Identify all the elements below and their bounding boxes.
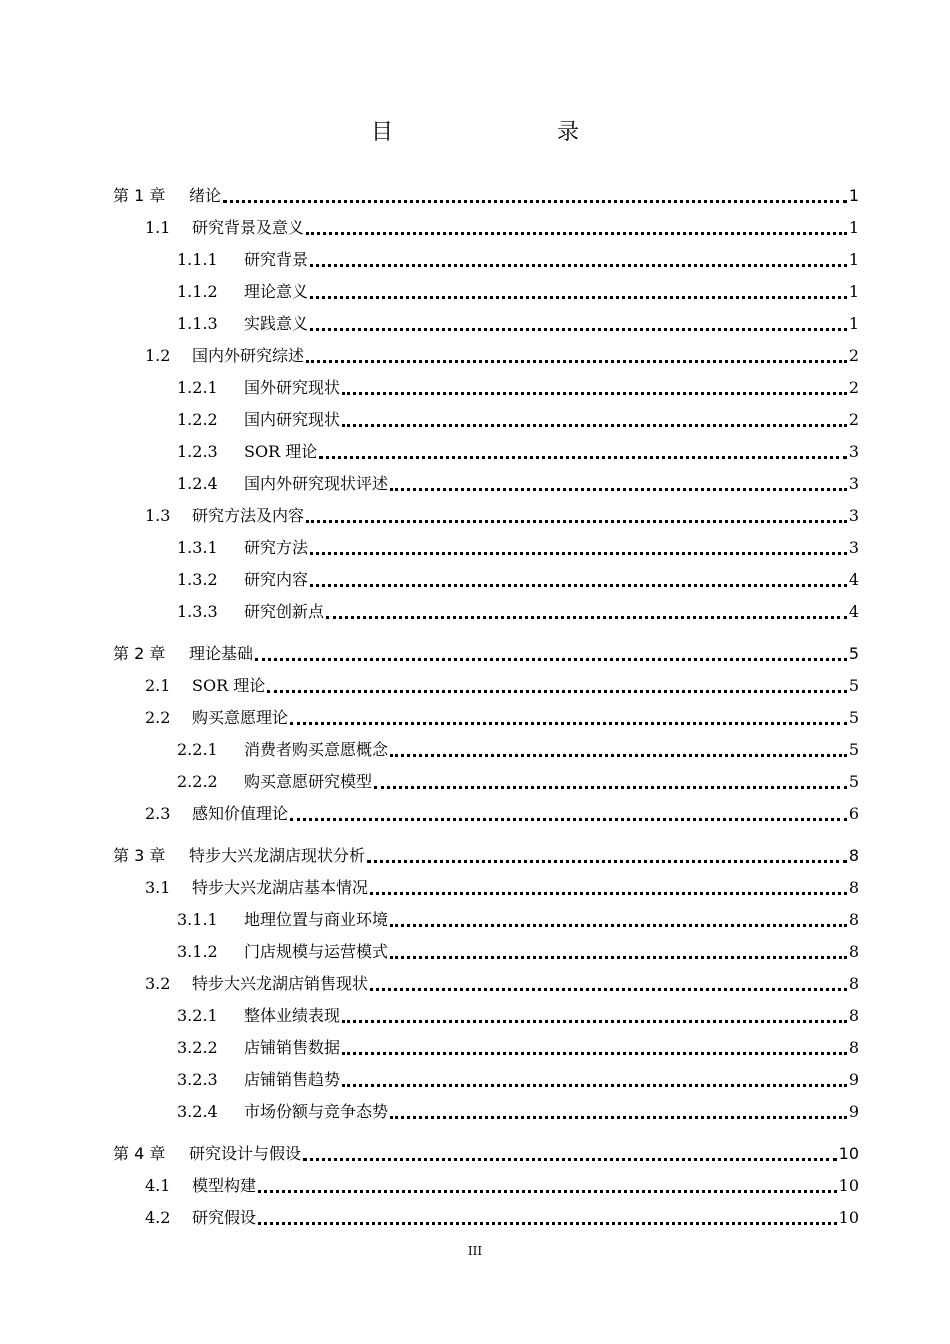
- toc-entry-label: 研究假设: [192, 1208, 257, 1227]
- toc-entry-number: 1.2.4: [177, 474, 218, 493]
- toc-entry-subsection[interactable]: [113, 564, 859, 596]
- toc-leader-dots: [390, 956, 847, 959]
- toc-entry-number: 2.1: [145, 676, 171, 695]
- toc-leader-dots: [390, 754, 847, 757]
- toc-entry-page: 3: [848, 538, 859, 557]
- toc-entry-page: 1: [848, 218, 859, 237]
- toc-entry-page: 2: [848, 378, 859, 397]
- toc-entry-page: 1: [848, 314, 859, 333]
- toc-entry-page: 5: [848, 708, 859, 727]
- toc-entry-subsection[interactable]: [113, 1000, 859, 1032]
- toc-entry-label: 特步大兴龙湖店现状分析: [189, 846, 366, 865]
- toc-entry-label: 研究背景: [244, 250, 309, 269]
- toc-entry-label: SOR 理论: [244, 442, 318, 461]
- toc-leader-dots: [310, 328, 847, 331]
- toc-entry-section[interactable]: [113, 798, 859, 830]
- toc-leader-dots: [306, 360, 847, 363]
- toc-entry-label: 国内外研究综述: [192, 346, 305, 365]
- toc-entry-number: 3.1: [145, 878, 171, 897]
- toc-entry-chapter[interactable]: [113, 638, 859, 670]
- toc-entry-page: 10: [838, 1208, 859, 1227]
- toc-entry-page: 9: [848, 1070, 859, 1089]
- toc-entry-number: 3.2: [145, 974, 171, 993]
- toc-entry-subsection[interactable]: [113, 596, 859, 628]
- toc-entry-number: 1.3: [145, 506, 171, 525]
- toc-entry-number: 1.2: [145, 346, 171, 365]
- toc-entry-label: 地理位置与商业环境: [244, 910, 389, 929]
- toc-entry-label: 消费者购买意愿概念: [244, 740, 389, 759]
- toc-entry-subsection[interactable]: [113, 1096, 859, 1128]
- toc-entry-page: 9: [848, 1102, 859, 1121]
- toc-entry-number: 1.3.1: [177, 538, 218, 557]
- toc-leader-dots: [390, 924, 847, 927]
- toc-leader-dots: [326, 616, 847, 619]
- toc-entry-label: 研究设计与假设: [189, 1144, 302, 1163]
- toc-entry-number: 2.2: [145, 708, 171, 727]
- toc-leader-dots: [258, 1190, 837, 1193]
- toc-entry-chapter[interactable]: [113, 180, 859, 212]
- toc-entry-page: 10: [838, 1144, 859, 1163]
- toc-entry-number: 3.2.4: [177, 1102, 218, 1121]
- toc-entry-section[interactable]: [113, 212, 859, 244]
- toc-entry-number: 第 2 章: [113, 644, 166, 663]
- toc-leader-dots: [310, 552, 847, 555]
- toc-entry-page: 5: [848, 676, 859, 695]
- toc-entry-page: 6: [848, 804, 859, 823]
- toc-entry-page: 4: [848, 570, 859, 589]
- toc-entry-page: 4: [848, 602, 859, 621]
- toc-entry-number: 1.3.3: [177, 602, 218, 621]
- toc-entry-page: 8: [848, 846, 859, 865]
- toc-leader-dots: [303, 1158, 837, 1161]
- toc-entry-label: 实践意义: [244, 314, 309, 333]
- toc-entry-page: 1: [848, 282, 859, 301]
- toc-entry-subsection[interactable]: [113, 244, 859, 276]
- toc-leader-dots: [258, 1222, 837, 1225]
- toc-entry-number: 1.1: [145, 218, 171, 237]
- toc-entry-label: 门店规模与运营模式: [244, 942, 389, 961]
- toc-entry-number: 第 3 章: [113, 846, 166, 865]
- toc-entry-number: 1.2.2: [177, 410, 218, 429]
- toc-entry-section[interactable]: [113, 670, 859, 702]
- toc-leader-dots: [342, 392, 847, 395]
- toc-leader-dots: [370, 988, 847, 991]
- toc-entry-number: 2.2.1: [177, 740, 218, 759]
- toc-leader-dots: [306, 232, 847, 235]
- toc-leader-dots: [390, 488, 847, 491]
- toc-entry-page: 8: [848, 1006, 859, 1025]
- toc-entry-section[interactable]: [113, 702, 859, 734]
- toc-entry-label: 理论意义: [244, 282, 309, 301]
- toc-leader-dots: [367, 860, 847, 863]
- toc-entry-number: 1.1.2: [177, 282, 218, 301]
- page-title: 目 录: [370, 120, 619, 145]
- toc-entry-label: 特步大兴龙湖店销售现状: [192, 974, 369, 993]
- toc-entry-section[interactable]: [113, 500, 859, 532]
- toc-entry-subsection[interactable]: [113, 904, 859, 936]
- page-number: III: [467, 1244, 483, 1258]
- toc-entry-label: 理论基础: [189, 644, 254, 663]
- toc-entry-section[interactable]: [113, 1170, 859, 1202]
- toc-entry-page: 3: [848, 474, 859, 493]
- toc-entry-subsection[interactable]: [113, 1032, 859, 1064]
- toc-entry-subsection[interactable]: [113, 404, 859, 436]
- toc-entry-number: 2.3: [145, 804, 171, 823]
- toc-entry-subsection[interactable]: [113, 276, 859, 308]
- toc-entry-number: 3.1.1: [177, 910, 218, 929]
- toc-entry-page: 10: [838, 1176, 859, 1195]
- toc-entry-subsection[interactable]: [113, 936, 859, 968]
- toc-entry-page: 1: [848, 250, 859, 269]
- toc-entry-number: 1.2.3: [177, 442, 218, 461]
- toc-entry-number: 3.2.3: [177, 1070, 218, 1089]
- toc-entry-label: 绪论: [189, 186, 222, 205]
- toc-entry-chapter[interactable]: [113, 840, 859, 872]
- toc-entry-subsection[interactable]: [113, 468, 859, 500]
- toc-leader-dots: [342, 1084, 847, 1087]
- toc-entry-page: 5: [848, 644, 859, 663]
- toc-entry-subsection[interactable]: [113, 372, 859, 404]
- toc-entry-page: 1: [848, 186, 859, 205]
- toc-leader-dots: [374, 786, 847, 789]
- toc-entry-number: 2.2.2: [177, 772, 218, 791]
- toc-entry-number: 1.2.1: [177, 378, 218, 397]
- toc-entry-subsection[interactable]: [113, 1064, 859, 1096]
- toc-entry-section[interactable]: [113, 1202, 859, 1234]
- toc-entry-label: 特步大兴龙湖店基本情况: [192, 878, 369, 897]
- toc-entry-number: 第 1 章: [113, 186, 166, 205]
- toc-entry-page: 3: [848, 442, 859, 461]
- toc-entry-section[interactable]: [113, 872, 859, 904]
- toc-leader-dots: [319, 456, 847, 459]
- toc-entry-chapter[interactable]: [113, 1138, 859, 1170]
- toc-entry-label: 研究内容: [244, 570, 309, 589]
- toc-entry-number: 1.1.1: [177, 250, 218, 269]
- toc-leader-dots: [290, 818, 847, 821]
- toc-entry-label: 国外研究现状: [244, 378, 341, 397]
- toc-entry-page: 8: [848, 974, 859, 993]
- toc-entry-number: 3.2.1: [177, 1006, 218, 1025]
- toc-leader-dots: [310, 264, 847, 267]
- toc-entry-section[interactable]: [113, 340, 859, 372]
- toc-entry-label: 国内研究现状: [244, 410, 341, 429]
- toc-entry-label: 研究背景及意义: [192, 218, 305, 237]
- toc-entry-subsection[interactable]: [113, 766, 859, 798]
- toc-leader-dots: [342, 1052, 847, 1055]
- toc-leader-dots: [223, 200, 847, 203]
- toc-entry-label: 研究方法: [244, 538, 309, 557]
- toc-entry-section[interactable]: [113, 968, 859, 1000]
- toc-entry-subsection[interactable]: [113, 308, 859, 340]
- toc-entry-number: 1.1.3: [177, 314, 218, 333]
- toc-entry-label: 研究创新点: [244, 602, 325, 621]
- toc-entry-page: 8: [848, 910, 859, 929]
- toc-entry-number: 3.1.2: [177, 942, 218, 961]
- toc-entry-label: SOR 理论: [192, 676, 266, 695]
- toc-leader-dots: [290, 722, 847, 725]
- toc-leader-dots: [306, 520, 847, 523]
- toc-leader-dots: [370, 892, 847, 895]
- toc-entry-page: 3: [848, 506, 859, 525]
- toc-entry-number: 4.2: [145, 1208, 171, 1227]
- toc-entry-page: 2: [848, 346, 859, 365]
- toc-entry-label: 市场份额与竞争态势: [244, 1102, 389, 1121]
- toc-entry-label: 购买意愿研究模型: [244, 772, 373, 791]
- toc-entry-page: 5: [848, 772, 859, 791]
- toc-leader-dots: [342, 1020, 847, 1023]
- toc-leader-dots: [310, 584, 847, 587]
- toc-entry-label: 模型构建: [192, 1176, 257, 1195]
- toc-entry-page: 8: [848, 942, 859, 961]
- toc-entry-label: 研究方法及内容: [192, 506, 305, 525]
- toc-leader-dots: [342, 424, 847, 427]
- toc-entry-subsection[interactable]: [113, 436, 859, 468]
- toc-entry-label: 店铺销售趋势: [244, 1070, 341, 1089]
- toc-leader-dots: [267, 690, 847, 693]
- toc-entry-subsection[interactable]: [113, 532, 859, 564]
- toc-entry-number: 3.2.2: [177, 1038, 218, 1057]
- toc-leader-dots: [255, 658, 847, 661]
- toc-entry-page: 2: [848, 410, 859, 429]
- toc-leader-dots: [390, 1116, 847, 1119]
- toc-entry-label: 国内外研究现状评述: [244, 474, 389, 493]
- toc-entry-label: 购买意愿理论: [192, 708, 289, 727]
- toc-entry-page: 5: [848, 740, 859, 759]
- toc-entry-page: 8: [848, 1038, 859, 1057]
- toc-entry-label: 整体业绩表现: [244, 1006, 341, 1025]
- toc-entry-number: 1.3.2: [177, 570, 218, 589]
- toc-entry-subsection[interactable]: [113, 734, 859, 766]
- toc-leader-dots: [310, 296, 847, 299]
- toc-entry-number: 4.1: [145, 1176, 171, 1195]
- toc-entry-page: 8: [848, 878, 859, 897]
- toc-entry-label: 感知价值理论: [192, 804, 289, 823]
- toc-entry-number: 第 4 章: [113, 1144, 166, 1163]
- toc-entry-label: 店铺销售数据: [244, 1038, 341, 1057]
- table-of-contents: [113, 180, 859, 1234]
